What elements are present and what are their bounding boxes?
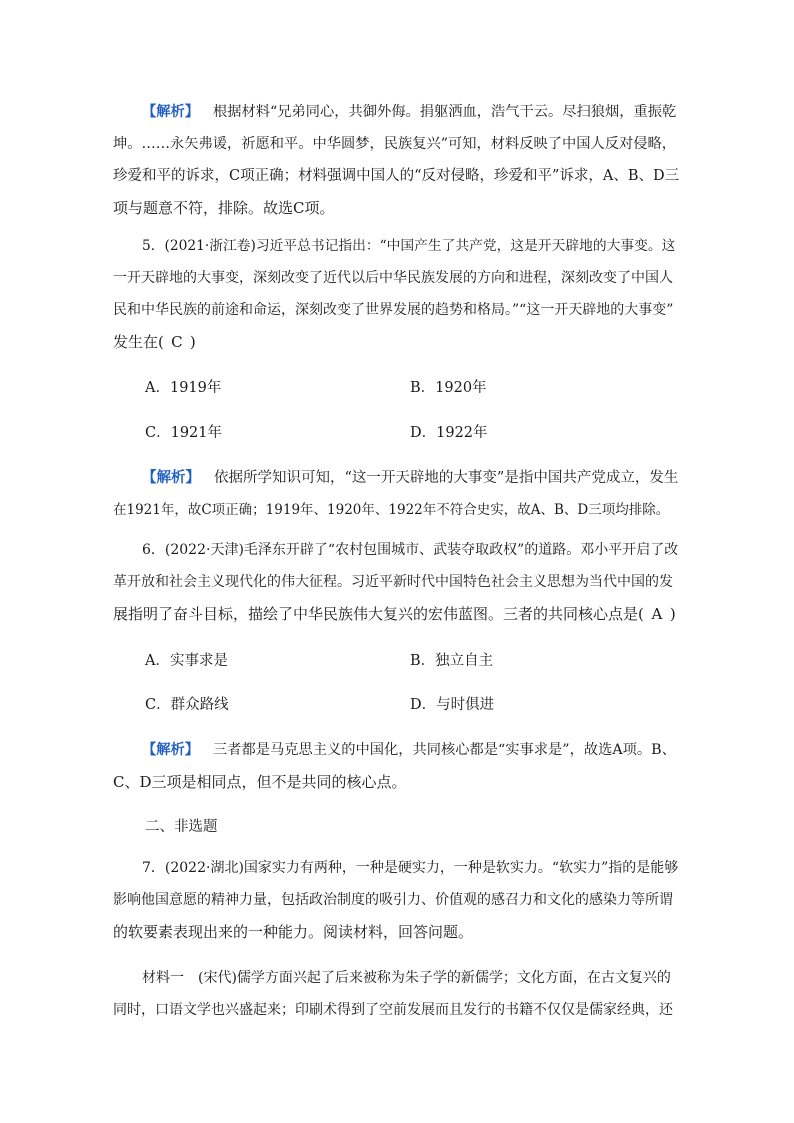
q5-options-row-2 xyxy=(145,422,685,444)
q6-analysis-line-2: C、D三项是相同点，但不是共同的核心点。 xyxy=(113,773,407,791)
q5-line-3: 民和中华民族的前途和命运，深刻改变了世界发展的趋势和格局。”“这一开天辟地的大事变” xyxy=(113,302,674,318)
q6-options-row-1 xyxy=(145,650,685,672)
q6-line-3: 展指明了奋斗目标，描绘了中华民族伟大复兴的宏伟蓝图。三者的共同核心点是( A ) xyxy=(113,598,679,630)
q6-stem xyxy=(113,534,679,630)
analysis-label: 【解析】 xyxy=(142,104,200,120)
q6-options-row-2 xyxy=(145,694,685,716)
q5-line-1: 5．(2021·浙江卷)习近平总书记指出：“中国产生了共产党，这是开天辟地的大事变。这 xyxy=(142,238,676,254)
q5-analysis xyxy=(113,462,679,526)
q6-line-1: 6．(2022·天津)毛泽东开辟了“农村包围城市、武装夺取政权”的道路。邓小平开启了改 xyxy=(142,542,679,558)
q7-material-line-1: 材料一 (宋代)儒学方面兴起了后来被称为朱子学的新儒学；文化方面，在古文复兴的 xyxy=(142,970,671,986)
q5-stem xyxy=(113,230,679,358)
section-title: 二、非选题 xyxy=(145,819,218,835)
q6-line-2: 革开放和社会主义现代化的伟大征程。习近平新时代中国特色社会主义思想为当代中国的发 xyxy=(113,574,673,590)
q5-analysis-line-2: 在1921年，故C项正确；1919年、1920年、1922年不符合史实，故A、B、D三项均排除。 xyxy=(113,502,670,518)
q4-analysis-line-4: 项与题意不符，排除。故选C项。 xyxy=(113,199,335,217)
q7-line-2: 影响他国意愿的精神力量，包括政治制度的吸引力、价值观的感召力和文化的感染力等所谓 xyxy=(113,892,673,908)
q5-options-row-1 xyxy=(145,377,685,399)
q6-option-b: B．独立自主 xyxy=(410,653,494,669)
q5-analysis-line-1: 【解析】 依据所学知识可知，“这一开天辟地的大事变”是指中国共产党成立，发生 xyxy=(142,469,679,486)
q5-option-a: A．1919年 xyxy=(145,380,222,396)
q5-option-c: C．1921年 xyxy=(145,425,222,441)
q5-answer: C xyxy=(171,333,183,351)
q6-option-a: A．实事求是 xyxy=(145,653,228,669)
q4-analysis xyxy=(113,96,679,224)
q5-option-d: D．1922年 xyxy=(410,425,488,441)
q5-line-4: 发生在( C ) xyxy=(113,326,679,358)
q6-answer: A xyxy=(651,605,663,623)
q7-line-3: 的软要素表现出来的一种能力。阅读材料，回答问题。 xyxy=(113,923,474,941)
q6-analysis xyxy=(113,734,679,798)
q4-analysis-line-3: 珍爱和平的诉求，C项正确；材料强调中国人的“反对侵略，珍爱和平”诉求，A、B、D三 xyxy=(113,168,680,184)
q5-line-2: 一开天辟地的大事变，深刻改变了近代以后中华民族发展的方向和进程，深刻改变了中国人 xyxy=(113,270,673,286)
q5-option-b: B．1920年 xyxy=(410,380,487,396)
analysis-label: 【解析】 xyxy=(142,469,200,486)
q6-option-d: D．与时俱进 xyxy=(410,697,495,713)
q6-analysis-line-1: 【解析】 三者都是马克思主义的中国化，共同核心都是“实事求是”，故选A项。B、 xyxy=(142,742,676,758)
q4-analysis-line-2: 坤。……永矢弗谖，祈愿和平。中华圆梦，民族复兴”可知，材料反映了中国人反对侵略， xyxy=(113,136,677,152)
q7-stem xyxy=(113,852,679,948)
q7-line-1: 7．(2022·湖北)国家实力有两种，一种是硬实力，一种是软实力。“软实力”指的是能够 xyxy=(142,860,679,876)
q7-material-line-2: 同时，口语文学也兴盛起来；印刷术得到了空前发展而且发行的书籍不仅仅是儒家经典，还 xyxy=(113,1002,673,1018)
q6-option-c: C．群众路线 xyxy=(145,697,229,713)
q4-analysis-line-1: 【解析】 根据材料“兄弟同心，共御外侮。捐躯洒血，浩气干云。尽扫狼烟，重振乾 xyxy=(142,104,677,120)
analysis-label: 【解析】 xyxy=(142,742,200,758)
q7-material-1 xyxy=(113,962,679,1026)
